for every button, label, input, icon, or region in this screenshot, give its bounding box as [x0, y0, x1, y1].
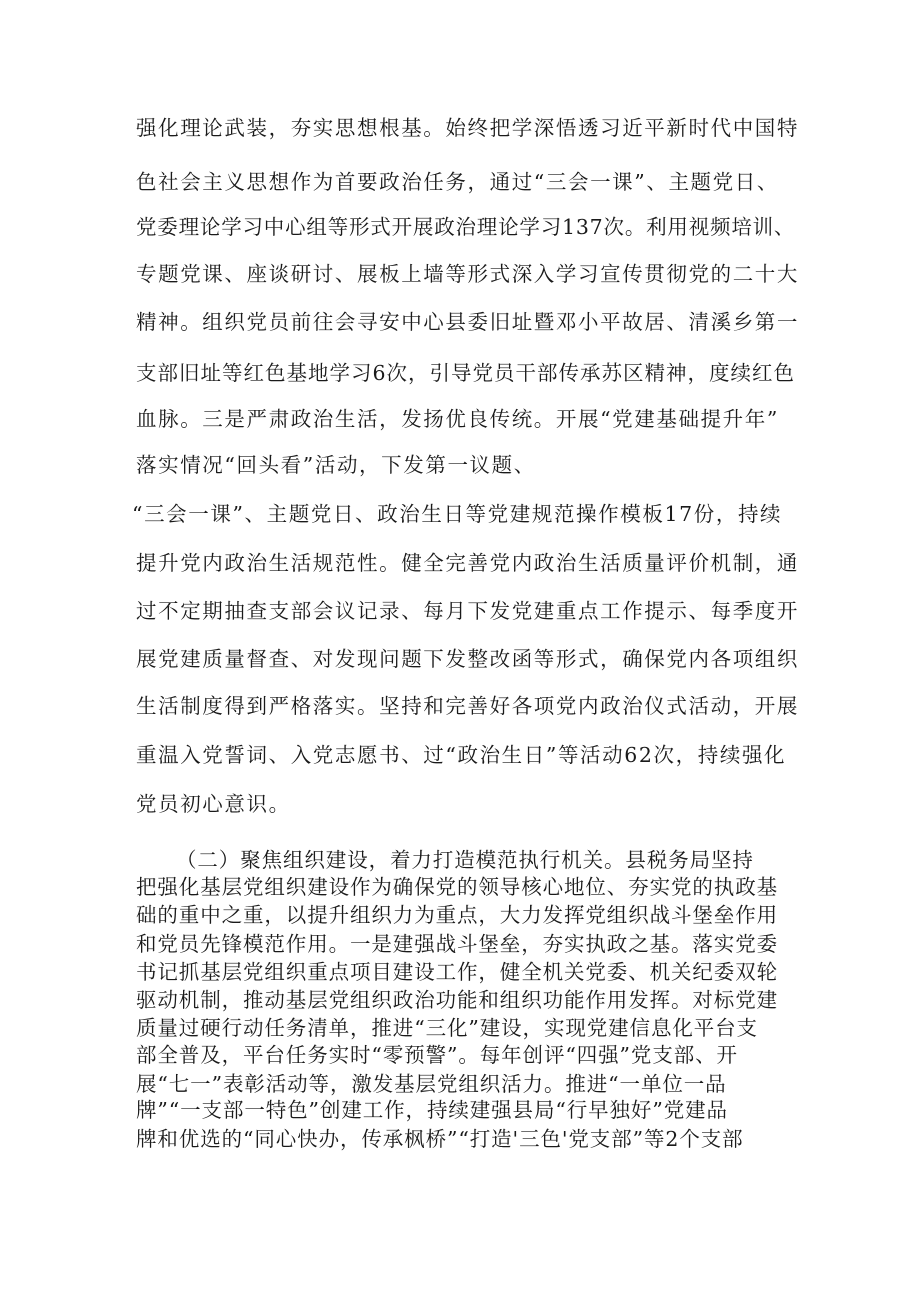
text-line: 把强化基层党组织建设作为确保党的领导核心地位、夯实党的执政基: [136, 875, 778, 899]
text-line: 驱动机制，推动基层党组织政治功能和组织功能作用发挥。对标党建: [136, 988, 778, 1012]
text-line: 血脉。三是严肃政治生活，发扬优良传统。开展“党建基础提升年”: [136, 407, 779, 431]
text-line: 党员初心意识。: [136, 792, 291, 816]
section-heading-line: （二）聚焦组织建设，着力打造模范执行机关。县税务局坚持: [176, 848, 754, 872]
text-line: 牌和优选的“同心快办，传承枫桥”“打造'三色'党支部”等2个支部: [136, 1127, 744, 1151]
text-line: 牌”“一支部一特色”创建工作，持续建强县局“行早独好”党建品: [136, 1098, 728, 1122]
text-line: 重温入党誓词、入党志愿书、过“政治生日”等活动62次，持续强化: [136, 743, 787, 767]
text-line: 过不定期抽查支部会议记录、每月下发党建重点工作提示、每季度开: [136, 599, 799, 623]
text-line: 质量过硬行动任务清单，推进“三化”建设，实现党建信息化平台支: [136, 1016, 758, 1040]
text-line: 党委理论学习中心组等形式开展政治理论学习137次。利用视频培训、: [136, 215, 796, 239]
text-line: 支部旧址等红色基地学习6次，引导党员干部传承苏区精神，度续红色: [136, 361, 796, 385]
text-line: 部全普及，平台任务实时“零预警”。每年创评“四强”党支部、开: [136, 1043, 738, 1067]
text-line: 展“七一”表彰活动等，激发基层党组织活力。推进“一单位一品: [136, 1072, 727, 1096]
text-line: 色社会主义思想作为首要政治任务，通过“三会一课”、主题党日、: [136, 170, 779, 194]
text-line: 专题党课、座谈研讨、展板上墙等形式深入学习宣传贯彻党的二十大: [136, 262, 799, 286]
text-line: 精神。组织党员前往会寻安中心县委旧址暨邓小平故居、清溪乡第一: [136, 310, 799, 334]
text-line: 落实情况“回头看”活动，下发第一议题、: [136, 453, 536, 477]
text-line: 础的重中之重，以提升组织力为重点，大力发挥党组织战斗堡垒作用: [136, 903, 778, 927]
text-line: 强化理论武装，夯实思想根基。始终把学深悟透习近平新时代中国特: [136, 116, 799, 140]
text-line: 提升党内政治生活规范性。健全完善党内政治生活质量评价机制，通: [136, 551, 799, 575]
text-line: 展党建质量督查、对发现问题下发整改函等形式，确保党内各项组织: [136, 647, 799, 671]
text-line: 和党员先锋模范作用。一是建强战斗堡垒，夯实执政之基。落实党委: [136, 932, 778, 956]
text-line: 生活制度得到严格落实。坚持和完善好各项党内政治仪式活动，开展: [136, 694, 799, 718]
text-line: 书记抓基层党组织重点项目建设工作，健全机关党委、机关纪委双轮: [136, 960, 778, 984]
text-line: “三会一课”、主题党日、政治生日等党建规范操作模板17份，持续: [132, 502, 783, 526]
